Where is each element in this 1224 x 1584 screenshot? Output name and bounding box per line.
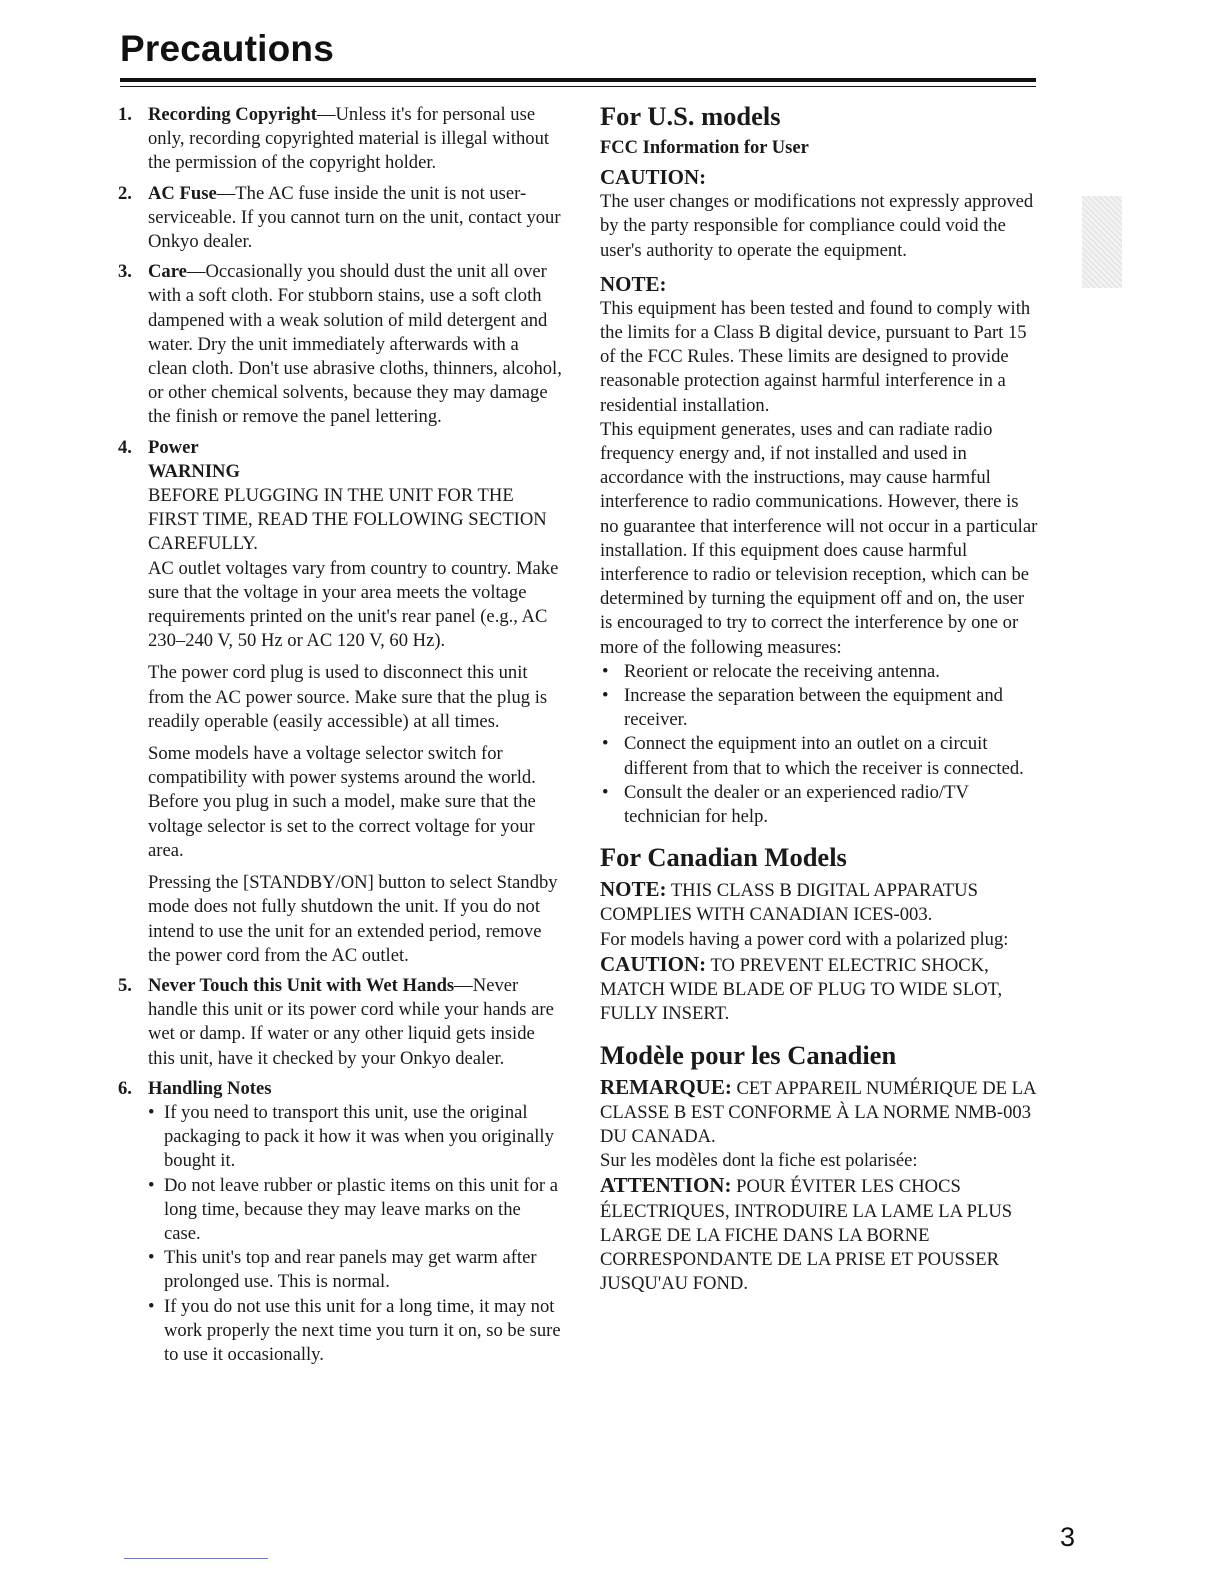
list-item: • If you need to transport this unit, use the original packaging to pack it how it was when you originally bought it.	[148, 1101, 562, 1174]
left-column	[114, 103, 562, 1373]
list-item: • Consult the dealer or an experienced radio/TV technician for help.	[600, 781, 1040, 829]
list-item: • This unit's top and rear panels may get warm after prolonged use. This is normal.	[148, 1246, 562, 1294]
item-text: —Occasionally you should dust the unit all over with a soft cloth. For stubborn stains, use a soft cloth dampened with a weak solution of mild detergent and water. Dry the unit immediately afterwards with a clean cloth. Don't use abrasive cloths, thinners, alcohol, or other chemical solvents, because they may damage the finish or remove the panel lettering.	[148, 261, 562, 428]
attention-block	[600, 1173, 1040, 1296]
caution-text: The user changes or modifications not expressly approved by the party responsible for compliance could void the user's authority to operate the equipment.	[600, 191, 1034, 261]
polarized-plug-text: For models having a power cord with a polarized plug:	[600, 928, 1009, 950]
caution-label: CAUTION:	[600, 165, 707, 190]
power-paragraph: Some models have a voltage selector switch for compatibility with power systems around the world. Before you plug in such a model, make sure that the voltage selector is set to the correct voltage for your area.	[148, 743, 536, 861]
item-number: 6.	[118, 1077, 132, 1099]
note-text: THIS CLASS B DIGITAL APPARATUS COMPLIES WITH CANADIAN ICES-003.	[600, 880, 978, 926]
note-paragraph: This equipment generates, uses and can radiate radio frequency energy and, if not installed and used in accordance with the instructions, may cause harmful interference to radio communications. However, there is no guarantee that interference will not occur in a particular installation. If this equipment does cause harmful interference to radio or television reception, which can be determined by turning the equipment off and on, the user is encouraged to try to correct the interference by one or more of the following measures:	[600, 418, 1038, 658]
french-canadian-heading: Modèle pour les Canadien	[600, 1039, 897, 1070]
item-heading: Never Touch this Unit with Wet Hands	[148, 974, 455, 996]
warning-text: BEFORE PLUGGING IN THE UNIT FOR THE FIRST TIME, READ THE FOLLOWING SECTION CAREFULLY.	[148, 485, 547, 555]
warning-label: WARNING	[148, 460, 240, 482]
item-heading: Recording Copyright	[148, 104, 317, 125]
power-paragraph: Pressing the [STANDBY/ON] button to select Standby mode does not fully shutdown the unit. If you do not intend to use the unit for an extended period, remove the power cord from the AC outlet.	[148, 872, 558, 966]
us-models-heading: For U.S. models	[600, 101, 781, 131]
list-item: • Reorient or relocate the receiving antenna.	[600, 660, 1040, 684]
list-item: • Do not leave rubber or plastic items on this unit for a long time, because they may leave marks on the case.	[148, 1174, 562, 1247]
list-item: • If you do not use this unit for a long time, it may not work properly the next time you turn it on, so be sure to use it occasionally.	[148, 1295, 562, 1368]
precaution-item	[114, 260, 562, 429]
list-item: • Connect the equipment into an outlet on a circuit different from that to which the receiver is connected.	[600, 732, 1040, 780]
caution-label: CAUTION:	[600, 951, 707, 976]
page-title: Precautions	[120, 28, 334, 69]
item-heading: AC Fuse	[148, 182, 217, 204]
note-label: NOTE:	[600, 271, 667, 296]
list-item: • Increase the separation between the equipment and receiver.	[600, 684, 1040, 732]
attention-label: ATTENTION:	[600, 1173, 732, 1198]
canada-note	[600, 877, 1040, 927]
footer-line	[124, 1558, 268, 1559]
note-paragraph: This equipment has been tested and found to comply with the limits for a Class B digital device, pursuant to Part 15 of the FCC Rules. These limits are designed to provide reasonable protection against harmful interference in a residential installation.	[600, 297, 1031, 416]
precaution-item-power	[114, 436, 562, 968]
precaution-item	[114, 103, 562, 176]
item-text: —Unless it's for personal use only, recording copyrighted material is illegal without the permission of the copyright holder.	[148, 104, 550, 174]
item-text: —Never handle this unit or its power cord while your hands are wet or damp. If water or any other liquid gets inside this unit, have it checked by your Onkyo dealer.	[148, 974, 554, 1069]
title-rule-thin	[120, 86, 1036, 87]
polarized-plug-text-fr: Sur les modèles dont la fiche est polarisée:	[600, 1150, 918, 1172]
item-number: 1.	[118, 104, 132, 125]
item-heading: Handling Notes	[148, 1077, 272, 1099]
canada-caution	[600, 952, 1040, 1027]
precaution-item	[114, 182, 562, 255]
item-heading: Power	[148, 436, 199, 458]
fcc-measures-list	[600, 660, 1040, 829]
title-rule-thick	[120, 78, 1036, 82]
side-thumb-tab	[1082, 196, 1122, 288]
remarque-label: REMARQUE:	[600, 1074, 732, 1099]
item-number: 4.	[118, 436, 132, 458]
precaution-item	[114, 974, 562, 1071]
item-text: —The AC fuse inside the unit is not user-serviceable. If you cannot turn on the unit, contact your Onkyo dealer.	[148, 182, 561, 253]
fcc-subheading: FCC Information for User	[600, 138, 809, 158]
right-column	[600, 100, 1040, 1296]
power-paragraph: The power cord plug is used to disconnect this unit from the AC power source. Make sure that the plug is readily operable (easily accessible) at all times.	[148, 662, 548, 732]
item-heading: Care	[148, 261, 187, 283]
handling-notes-list	[148, 1101, 562, 1367]
canadian-models-heading: For Canadian Models	[600, 842, 847, 873]
caution-text: TO PREVENT ELECTRIC SHOCK, MATCH WIDE BLADE OF PLUG TO WIDE SLOT, FULLY INSERT.	[600, 954, 1003, 1025]
item-number: 3.	[118, 261, 132, 283]
power-paragraph: AC outlet voltages vary from country to country. Make sure that the voltage in your area meets the voltage requirements printed on the unit's rear panel (e.g., AC 230–240 V, 50 Hz or AC 120 V, 60 Hz).	[148, 557, 559, 652]
note-label: NOTE:	[600, 877, 667, 902]
remarque-text: CET APPAREIL NUMÉRIQUE DE LA CLASSE B EST CONFORME À LA NORME NMB-003 DU CANADA.	[600, 1077, 1036, 1147]
remarque-block	[600, 1075, 1040, 1150]
item-number: 5.	[118, 974, 132, 996]
attention-text: POUR ÉVITER LES CHOCS ÉLECTRIQUES, INTRODUIRE LA LAME LA PLUS LARGE DE LA FICHE DANS LA BORNE CORRESPONDANTE DE LA PRISE ET POUSSER JUSQU'AU FOND.	[600, 1176, 1013, 1295]
item-number: 2.	[118, 182, 132, 204]
page-number: 3	[1060, 1522, 1076, 1552]
precaution-item-handling	[114, 1077, 562, 1367]
